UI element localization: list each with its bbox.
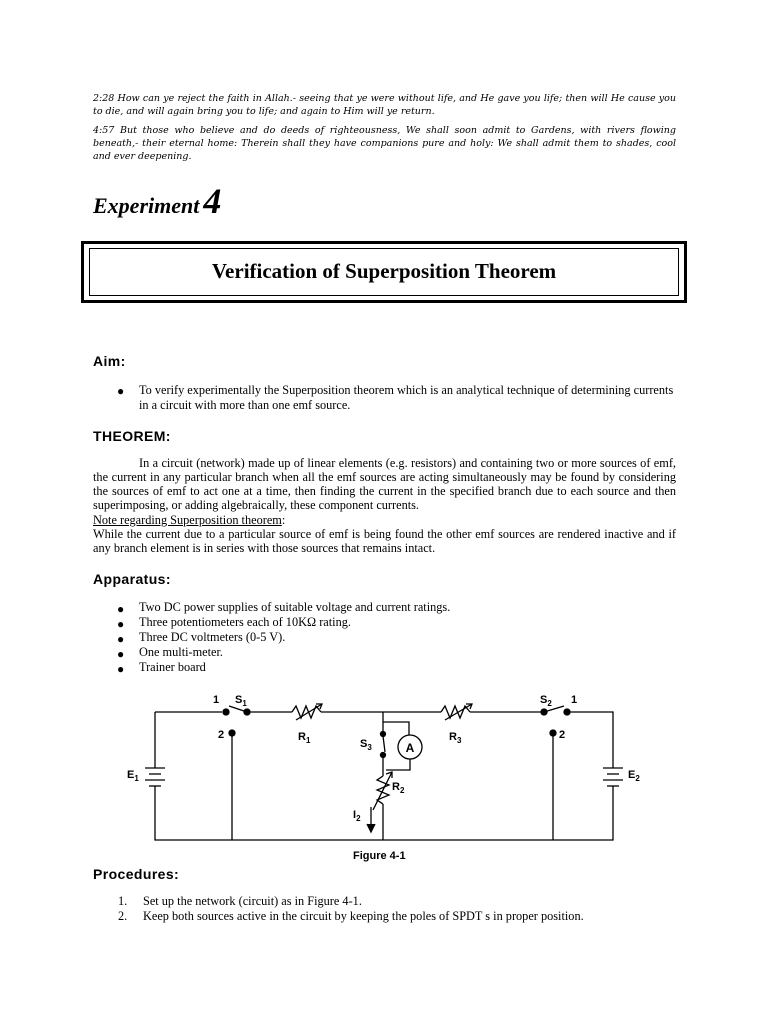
procedure-number: 1. <box>118 894 128 908</box>
switch-s2-contact-1 <box>564 709 570 715</box>
switch-s1-contact-1 <box>223 709 229 715</box>
circuit-diagram <box>0 680 768 865</box>
quote-4-57: 4:57 But those who believe and do deeds of righteousness, We shall soon admit to Gardens, with rivers flowing beneath,- their eternal home: Therein shall they have companions pure and holy: We shall admit them to shades, cool and ever deepening. <box>93 125 676 162</box>
label-s3: $S_3$ <box>360 738 372 752</box>
procedure-item <box>118 894 362 909</box>
theorem-heading: THEOREM: <box>93 428 171 444</box>
apparatus-item: One multi-meter. <box>139 645 224 659</box>
quote-2-28: 2:28 How can ye reject the faith in Allah.- seeing that ye were without life, and He gave you life; then will He cause you to die, and will again bring you to life; and again to Him will ye return. <box>93 93 676 117</box>
label-s2: $S_2$ <box>540 694 552 708</box>
title-box <box>81 241 687 303</box>
label-pos1-right: 1 <box>571 694 578 706</box>
label-r2: $R_2$ <box>392 781 405 795</box>
procedure-number: 2. <box>118 909 128 923</box>
bullet: ● <box>117 602 125 616</box>
apparatus-item: Two DC power supplies of suitable voltage and current ratings. <box>139 600 451 614</box>
apparatus-item: Three DC voltmeters (0-5 V). <box>139 630 286 644</box>
experiment-label: Experiment <box>93 193 200 218</box>
resistor-r1-arrow <box>296 704 322 720</box>
theorem-note-heading <box>93 513 285 527</box>
bullet: ● <box>117 647 125 661</box>
page-title: Verification of Superposition Theorem <box>211 259 557 283</box>
theorem-paragraph: In a circuit (network) made up of linear elements (e.g. resistors) and containing two or more sources of emf, the current in any particular branch when all the emf sources are acting simultaneously may be found by considering the sources of emf to act one at a time, then finding the current in the specified branch due to each source and then superimposing, or adding algebraically, these component currents. <box>93 456 676 512</box>
label-s1: $S_1$ <box>235 694 247 708</box>
theorem-note: While the current due to a particular source of emf is being found the other emf sources are rendered inactive and if any branch element is in series with those sources that remains intact. <box>93 527 676 555</box>
label-r1: $R_1$ <box>298 731 311 745</box>
note-heading-colon: : <box>281 513 286 527</box>
apparatus-heading: Apparatus: <box>93 571 171 587</box>
label-e2: $E_2$ <box>628 769 640 783</box>
wire <box>386 759 410 770</box>
label-i2: $I_2$ <box>353 809 361 823</box>
procedure-item <box>118 909 584 924</box>
label-r3: $R_3$ <box>449 731 462 745</box>
label-e1: $E_1$ <box>127 769 139 783</box>
bullet: ● <box>117 617 125 631</box>
bullet: ● <box>117 384 125 398</box>
experiment-number: 4 <box>203 181 222 221</box>
switch-s3-blade <box>383 736 385 752</box>
experiment-heading <box>93 180 221 222</box>
aim-item: To verify experimentally the Superposition theorem which is an analytical technique of determining currents in a circuit with more than one emf source. <box>139 383 674 412</box>
aim-heading: Aim: <box>93 353 126 369</box>
label-pos2-right: 2 <box>559 729 566 741</box>
bullet: ● <box>117 632 125 646</box>
ammeter-label: A <box>405 741 415 755</box>
label-pos1-left: 1 <box>213 694 220 706</box>
apparatus-item: Three potentiometers each of 10KΩ rating. <box>139 615 351 629</box>
switch-s2-contact-2 <box>550 730 556 736</box>
figure-caption: Figure 4-1 <box>353 850 406 862</box>
switch-s3-contact <box>381 753 386 758</box>
current-arrow-i2-head <box>367 824 375 832</box>
switch-s3-pivot <box>381 732 386 737</box>
wire <box>383 722 409 735</box>
switch-s1-contact-2 <box>229 730 235 736</box>
wire <box>155 786 613 840</box>
procedure-text: Set up the network (circuit) as in Figure 4-1. <box>143 894 362 908</box>
procedure-text: Keep both sources active in the circuit by keeping the poles of SPDT s in proper position. <box>143 909 584 923</box>
resistor-r3-arrow <box>445 704 472 720</box>
label-pos2-left: 2 <box>218 729 225 741</box>
wire <box>567 712 613 768</box>
apparatus-item: Trainer board <box>139 660 206 674</box>
procedures-heading: Procedures: <box>93 866 180 882</box>
note-heading-text: Note regarding Superposition theorem <box>93 513 282 527</box>
bullet: ● <box>117 662 125 676</box>
